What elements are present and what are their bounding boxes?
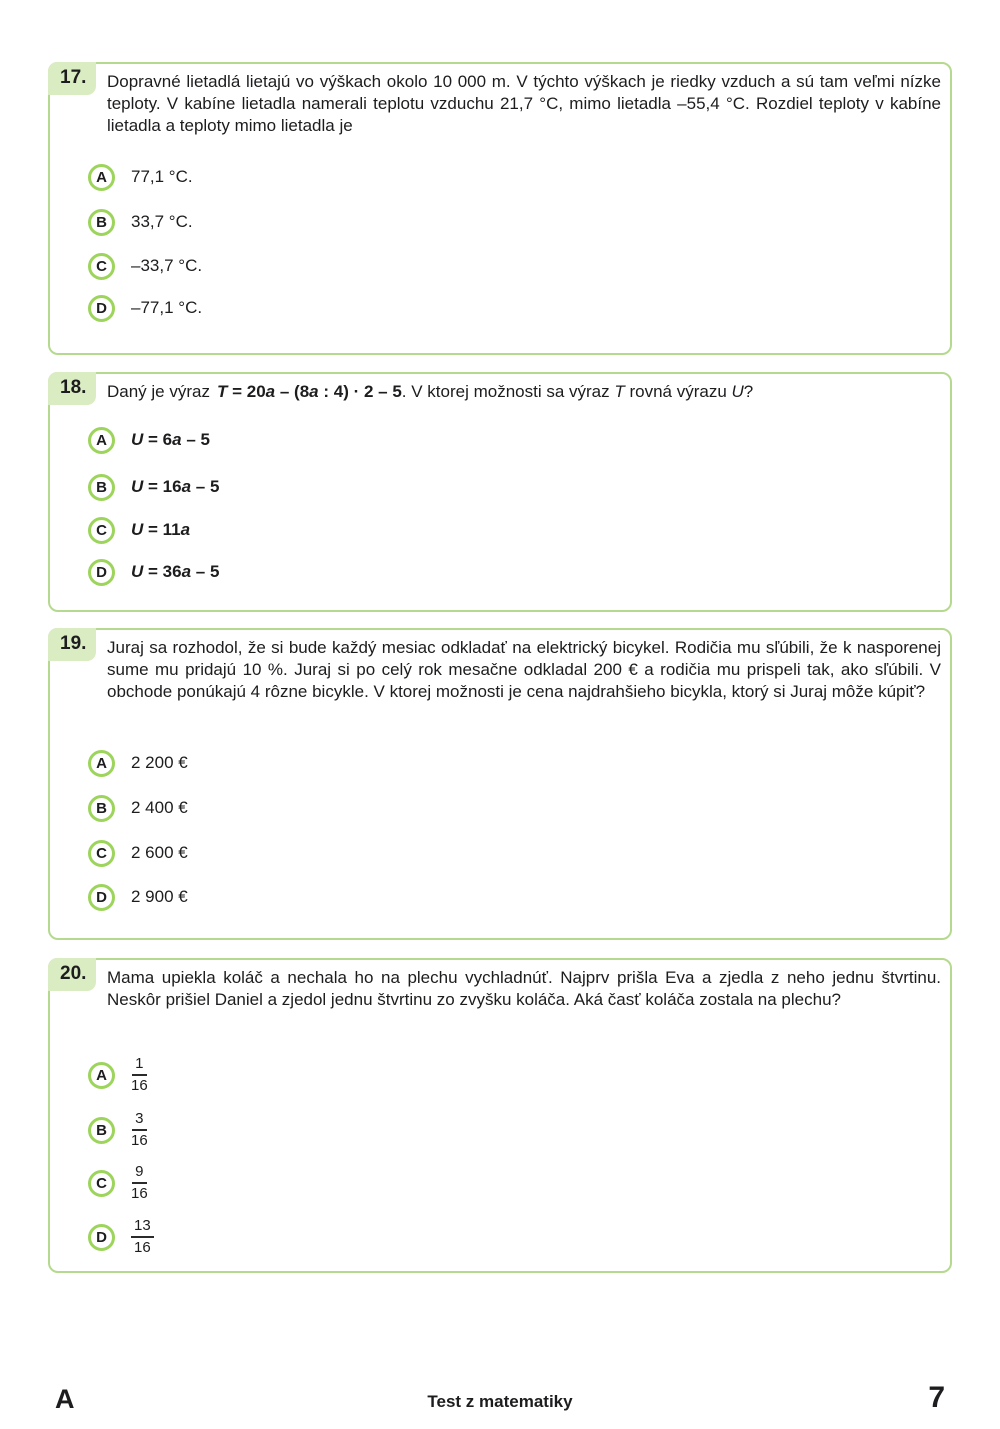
- question-text: Dopravné lietadlá lietajú vo výškach okolo 10 000 m. V týchto výškach je riedky vzduch a sú tam veľmi nízke teploty. V kabíne lietadla namerali teplotu vzduchu 21,7 °C, mimo lietadla –55,4 °C. Rozdiel teploty v kabíne lietadla a teploty mimo lietadla je: [107, 72, 941, 135]
- fraction-value: $\frac{1}{16}$: [131, 1055, 148, 1094]
- option-letter-badge: C: [88, 253, 115, 280]
- option-text: U = 6a – 5: [131, 430, 210, 449]
- question-box-18: [48, 372, 952, 612]
- math-expression: T = 20a – (8a : 4) · 2 – 5: [216, 382, 402, 401]
- option-text: 2 900 €: [131, 887, 188, 906]
- option-letter-badge: C: [88, 517, 115, 544]
- question-text: Juraj sa rozhodol, že si bude každý mesiac odkladať na elektrický bicykel. Rodičia mu sľúbili, že k nasporenej sume mu pridajú 10 %. Juraj si po celý rok mesačne odkladal 200 € a rodičia mu prispeli tak, ako sľúbili. V obchode ponúkajú 4 rôzne bicykle. V ktorej možnosti je cena najdrahšieho bicykla, ktorý si Juraj môže kúpiť?: [107, 638, 941, 701]
- question-box-20: [48, 958, 952, 1273]
- option-letter-badge: B: [88, 795, 115, 822]
- option-letter-badge: D: [88, 1224, 115, 1251]
- option-row: [88, 473, 940, 501]
- option-text: U = 11a: [131, 520, 191, 539]
- option-text: U = 16a – 5: [131, 477, 220, 496]
- option-row: [88, 794, 940, 822]
- question-number: 19.: [48, 628, 96, 661]
- question-number: 17.: [48, 62, 96, 95]
- option-row: [88, 1217, 940, 1256]
- option-text: –33,7 °C.: [131, 256, 203, 275]
- option-letter-badge: A: [88, 164, 115, 191]
- option-row: [88, 294, 940, 322]
- question-box-19: [48, 628, 952, 940]
- option-row: [88, 1110, 940, 1149]
- question-number: 20.: [48, 958, 96, 991]
- option-row: [88, 558, 940, 586]
- option-row: [88, 208, 940, 236]
- option-letter-badge: C: [88, 1170, 115, 1197]
- question-text: [107, 381, 941, 403]
- question-box-17: [48, 62, 952, 355]
- option-letter-badge: C: [88, 840, 115, 867]
- option-letter-badge: D: [88, 559, 115, 586]
- option-letter-badge: A: [88, 1062, 115, 1089]
- option-text: U = 36a – 5: [131, 562, 220, 581]
- option-text: 2 200 €: [131, 753, 188, 772]
- option-row: [88, 426, 940, 454]
- fraction-value: $\frac{3}{16}$: [131, 1110, 148, 1149]
- option-letter-badge: B: [88, 474, 115, 501]
- option-row: [88, 749, 940, 777]
- option-text: 33,7 °C.: [131, 212, 193, 231]
- option-letter-badge: D: [88, 884, 115, 911]
- option-row: [88, 1163, 940, 1202]
- footer-title: Test z matematiky: [427, 1392, 573, 1411]
- option-row: [88, 252, 940, 280]
- question-text: Mama upiekla koláč a nechala ho na plechu vychladnúť. Najprv prišla Eva a zjedla z neho jednu štvrtinu. Neskôr prišiel Daniel a zjedol jednu štvrtinu zo zvyšku koláča. Aká časť koláča zostala na plechu?: [107, 968, 941, 1009]
- fraction-value: $\frac{13}{16}$: [131, 1217, 154, 1257]
- option-letter-badge: B: [88, 209, 115, 236]
- form-code: A: [55, 1384, 75, 1414]
- fraction-value: $\frac{9}{16}$: [131, 1163, 148, 1202]
- option-row: [88, 839, 940, 867]
- page-number: 7: [928, 1381, 945, 1414]
- option-row: [88, 163, 940, 191]
- question-tail: . V ktorej možnosti sa výraz T rovná výrazu U?: [401, 382, 754, 401]
- option-letter-badge: A: [88, 750, 115, 777]
- question-intro: Daný je výraz: [107, 382, 210, 401]
- question-number: 18.: [48, 372, 96, 405]
- option-text: 77,1 °C.: [131, 167, 193, 186]
- option-letter-badge: B: [88, 1117, 115, 1144]
- option-row: [88, 516, 940, 544]
- option-row: [88, 883, 940, 911]
- option-letter-badge: A: [88, 427, 115, 454]
- option-text: –77,1 °C.: [131, 298, 203, 317]
- option-text: 2 600 €: [131, 843, 188, 862]
- option-letter-badge: D: [88, 295, 115, 322]
- option-text: 2 400 €: [131, 798, 188, 817]
- option-row: [88, 1055, 940, 1094]
